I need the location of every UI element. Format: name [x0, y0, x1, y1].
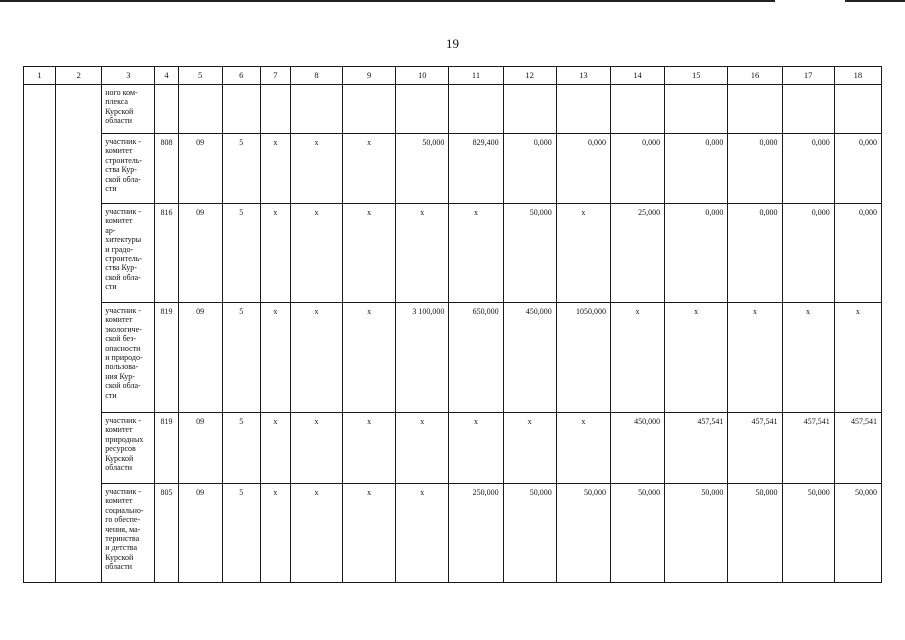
row-description: участник - комитет ар- хитектуры и градо- строитель- ства Кур- ской обла- сти	[102, 204, 155, 303]
table-cell: х	[343, 303, 396, 413]
table-cell	[178, 85, 222, 134]
table-row	[24, 484, 882, 583]
header-cell: 5	[178, 67, 222, 85]
table-cell: 0,000	[782, 134, 834, 204]
table-cell: 0,000	[728, 204, 782, 303]
header-cell: 4	[155, 67, 178, 85]
table-cell: х	[834, 303, 881, 413]
table-cell	[503, 85, 556, 134]
table-cell: 0,000	[834, 134, 881, 204]
table-cell: 805	[155, 484, 178, 583]
table-cell: 808	[155, 134, 178, 204]
table-cell: 816	[155, 204, 178, 303]
header-cell: 13	[556, 67, 610, 85]
row-description: участник - комитет социально- го обеспе- чения, ма- теринства и детства Курской области	[102, 484, 155, 583]
table-cell: 25,000	[610, 204, 664, 303]
table-cell: 450,000	[503, 303, 556, 413]
header-cell: 8	[290, 67, 342, 85]
top-rule	[0, 0, 905, 2]
table-cell: 50,000	[610, 484, 664, 583]
table-cell: 819	[155, 303, 178, 413]
table-cell: 50,000	[503, 484, 556, 583]
table-cell: х	[449, 204, 503, 303]
table-cell	[222, 85, 260, 134]
table-cell: х	[396, 204, 449, 303]
table-cell: 0,000	[503, 134, 556, 204]
table-cell	[834, 85, 881, 134]
table-cell: х	[260, 204, 290, 303]
table-cell	[665, 85, 728, 134]
table-cell	[396, 85, 449, 134]
header-cell: 6	[222, 67, 260, 85]
table-cell: 250,000	[449, 484, 503, 583]
table-cell: 3 100,000	[396, 303, 449, 413]
table-cell: 450,000	[610, 413, 664, 484]
table-cell	[260, 85, 290, 134]
merged-cell-col-2	[56, 85, 102, 583]
table-cell: х	[343, 134, 396, 204]
table-cell: х	[260, 134, 290, 204]
table-cell: 09	[178, 413, 222, 484]
table-cell: х	[260, 303, 290, 413]
table-cell: 50,000	[556, 484, 610, 583]
table-cell	[449, 85, 503, 134]
table-cell: 50,000	[503, 204, 556, 303]
table-cell: 829,400	[449, 134, 503, 204]
table-cell: х	[782, 303, 834, 413]
budget-table	[23, 66, 882, 583]
table-cell: х	[290, 303, 342, 413]
header-cell: 16	[728, 67, 782, 85]
header-cell: 10	[396, 67, 449, 85]
table-cell: х	[290, 134, 342, 204]
table-cell: х	[290, 484, 342, 583]
table-cell: 819	[155, 413, 178, 484]
table-cell: х	[343, 484, 396, 583]
table-row	[24, 413, 882, 484]
table-cell: 09	[178, 204, 222, 303]
row-description: ного ком- плекса Курской области	[102, 85, 155, 134]
table-cell: 09	[178, 484, 222, 583]
header-cell: 14	[610, 67, 664, 85]
table-cell: х	[449, 413, 503, 484]
table-cell	[728, 85, 782, 134]
row-description: участник - комитет экологиче- ской без- опасности и природо- пользова- ния Кур- ской обла- сти	[102, 303, 155, 413]
header-row	[24, 67, 882, 85]
table-cell: 457,541	[834, 413, 881, 484]
top-rule-gap	[775, 0, 845, 3]
table-cell: х	[343, 204, 396, 303]
table-cell: х	[728, 303, 782, 413]
table-cell: 5	[222, 134, 260, 204]
table-cell: х	[396, 484, 449, 583]
table-cell	[782, 85, 834, 134]
table-cell: 0,000	[665, 204, 728, 303]
table-cell: х	[665, 303, 728, 413]
table-cell: 0,000	[834, 204, 881, 303]
table-cell: х	[260, 413, 290, 484]
header-cell: 2	[56, 67, 102, 85]
table-cell: х	[290, 413, 342, 484]
table-cell: 5	[222, 303, 260, 413]
table-cell: х	[343, 413, 396, 484]
row-description: участник - комитет природных ресурсов Курской области	[102, 413, 155, 484]
table-cell: 1050,000	[556, 303, 610, 413]
table-cell: 457,541	[782, 413, 834, 484]
table-cell	[610, 85, 664, 134]
row-description: участник - комитет строитель- ства Кур- ской обла- сти	[102, 134, 155, 204]
header-cell: 11	[449, 67, 503, 85]
table-cell: 0,000	[782, 204, 834, 303]
table-cell: 50,000	[782, 484, 834, 583]
table-cell: 0,000	[556, 134, 610, 204]
table-cell: 0,000	[728, 134, 782, 204]
table-row	[24, 134, 882, 204]
table-cell: 5	[222, 204, 260, 303]
header-cell: 3	[102, 67, 155, 85]
table-cell	[343, 85, 396, 134]
table-cell	[290, 85, 342, 134]
merged-cell-col-1	[24, 85, 56, 583]
header-cell: 7	[260, 67, 290, 85]
table-cell: 09	[178, 303, 222, 413]
header-cell: 1	[24, 67, 56, 85]
table-row	[24, 204, 882, 303]
table-cell: х	[396, 413, 449, 484]
table-cell: 5	[222, 413, 260, 484]
table-cell: х	[503, 413, 556, 484]
table-cell: 5	[222, 484, 260, 583]
table-row	[24, 303, 882, 413]
table-cell: х	[610, 303, 664, 413]
table-cell: 0,000	[610, 134, 664, 204]
header-cell: 17	[782, 67, 834, 85]
table-cell: 50,000	[728, 484, 782, 583]
table-cell: 50,000	[834, 484, 881, 583]
table-cell: 09	[178, 134, 222, 204]
table-cell: 50,000	[665, 484, 728, 583]
page-number: 19	[446, 36, 459, 51]
table-cell: 650,000	[449, 303, 503, 413]
table-cell: 0,000	[665, 134, 728, 204]
header-cell: 18	[834, 67, 881, 85]
table-cell: 457,541	[728, 413, 782, 484]
table-cell	[155, 85, 178, 134]
table-cell: 50,000	[396, 134, 449, 204]
header-cell: 9	[343, 67, 396, 85]
table-cell: х	[556, 413, 610, 484]
table-cell: 457,541	[665, 413, 728, 484]
table-cell: х	[556, 204, 610, 303]
table-cell: х	[290, 204, 342, 303]
header-cell: 12	[503, 67, 556, 85]
header-cell: 15	[665, 67, 728, 85]
table-cell: х	[260, 484, 290, 583]
table-cell	[556, 85, 610, 134]
table-row	[24, 85, 882, 134]
